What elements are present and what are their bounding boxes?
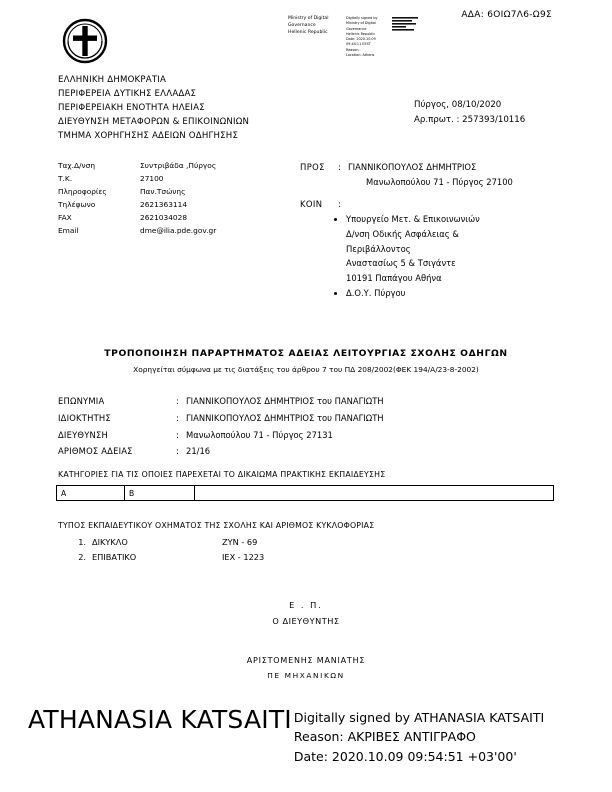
contact-value: Παν.Τσώνης [140,186,186,196]
field-colon: : [176,429,179,440]
ministry-name-el: Ministry of Digital Governance Hellenic Republic [288,16,329,35]
contact-label: Τηλέφωνο [58,199,96,209]
koin-line: Περιβάλλοντος [346,243,411,254]
koin-line: 10191 Παπάγου Αθήνα [346,272,442,283]
signature-header [0,598,612,629]
vehicle-index: 2. [78,552,86,563]
contact-label: Email [58,225,79,235]
signature-role: Ο ΔΙΕΥΘΥΝΤΗΣ [272,615,340,626]
authority-line-4: ΤΜΗΜΑ ΧΟΡΗΓΗΣΗΣ ΑΔΕΙΩΝ ΟΔΗΓΗΣΗΣ [58,130,239,141]
field-row [58,443,384,460]
digital-signature-name: ATHANASIA KATSAITI [28,705,292,734]
recipients-block [300,160,600,300]
koin-list [300,212,600,300]
greek-coat-of-arms-icon [62,18,108,64]
signatory-block [0,653,612,684]
contact-value: 27100 [140,173,164,183]
signature-ep: Ε . Π. [289,600,323,610]
contact-value: 2621363114 [140,199,188,209]
field-row [58,410,384,427]
vehicle-plate: ΙΕΧ - 1223 [222,552,265,563]
category-cell-b: Β [125,486,195,501]
category-cell-empty [195,486,554,501]
field-colon: : [176,446,179,457]
categories-table [56,485,554,501]
category-cell-a: Α [57,486,125,501]
vehicles-caption: ΤΥΠΟΣ ΕΚΠΑΙΔΕΥΤΙΚΟΥ ΟΧΗΜΑΤΟΣ ΤΗΣ ΣΧΟΛΗΣ ΚΑΙ ΑΡΙΘΜΟΣ ΚΥΚΛΟΦΟΡΙΑΣ [58,521,375,530]
authority-line-1: ΠΕΡΙΦΕΡΕΙΑ ΔΥΤΙΚΗΣ ΕΛΛΑΔΑΣ [58,88,197,99]
field-key: ΑΡΙΘΜΟΣ ΑΔΕΙΑΣ [58,446,133,457]
koin-line: Δ/νση Οδικής Ασφάλειας & [346,228,459,239]
list-item [70,535,264,550]
ministry-signature-details: Digitally signed by Ministry of Digital Governance Hellenic Republic Date: 2020.10.09 09:44:11 EEST Reason: Location: Athens [346,16,378,57]
field-value: 21/16 [186,446,211,457]
categories-caption: ΚΑΤΗΓΟΡΙΕΣ ΓΙΑ ΤΙΣ ΟΠΟΙΕΣ ΠΑΡΕΧΕΤΑΙ ΤΟ ΔΙΚΑΙΩΜΑ ΠΡΑΚΤΙΚΗΣ ΕΚΠΑΙΔΕΥΣΗΣ [58,470,386,479]
field-colon: : [176,412,179,423]
signatory-rank: ΠΕ ΜΗΧΑΝΙΚΩΝ [267,671,345,680]
pros-address: Μανωλοπούλου 71 - Πύργος 27100 [366,176,513,187]
digital-signature-reason: Reason: ΑΚΡΙΒΕΣ ΑΝΤΙΓΡΑΦΟ [293,729,476,745]
list-item [346,212,600,286]
field-value: ΓΙΑΝΝΙΚΟΠΟΥΛΟΣ ΔΗΜΗΤΡΙΟΣ του ΠΑΝΑΓΙΩΤΗ [186,396,384,406]
page-title: ΤΡΟΠΟΠΟΙΗΣΗ ΠΑΡΑΡΤΗΜΑΤΟΣ ΑΔΕΙΑΣ ΛΕΙΤΟΥΡΓΙΑΣ ΣΧΟΛΗΣ ΟΔΗΓΩΝ [104,348,508,359]
digital-signature-line-1: Digitally signed by ATHANASIA KATSAITI [293,710,545,725]
field-key: ΕΠΩΝΥΜΙΑ [58,396,105,406]
digital-signature-date: Date: 2020.10.09 09:54:51 +03'00' [293,748,517,764]
field-value: ΓΙΑΝΝΙΚΟΠΟΥΛΟΣ ΔΗΜΗΤΡΙΟΣ του ΠΑΝΑΓΙΩΤΗ [186,412,384,423]
list-item [346,286,600,301]
contact-value: Συντριβάδα ,Πύργος [140,161,217,170]
vehicle-index: 1. [78,537,86,547]
field-colon: : [176,396,179,406]
koin-colon: : [338,199,341,210]
authority-line-0: ΕΛΛΗΝΙΚΗ ΔΗΜΟΚΡΑΤΙΑ [58,75,167,85]
license-fields [58,393,384,460]
authority-line-3: ΔΙΕΥΘΥΝΣΗ ΜΕΤΑΦΟΡΩΝ & ΕΠΙΚΟΙΝΩΝΙΩΝ [58,116,250,127]
field-row [58,427,384,444]
digital-signature-stamp [28,706,612,766]
vehicle-plate: ΖΥΝ - 69 [222,537,258,547]
list-item [70,550,264,565]
protocol-number: Αρ.πρωτ. : 257393/10116 [414,114,526,125]
contact-label: FAX [58,212,72,222]
pros-colon: : [338,162,341,172]
contact-row [58,225,270,238]
contact-email[interactable]: dme@ilia.pde.gov.gr [140,225,217,235]
contact-row [58,160,270,173]
field-value: Μανωλοπούλου 71 - Πύργος 27131 [186,429,333,440]
ada-code: ΑΔΑ: 6ΟΙΩ7Λ6-Ω9Σ [461,10,552,20]
authority-line-2: ΠΕΡΙΦΕΡΕΙΑΚΗ ΕΝΟΤΗΤΑ ΗΛΕΙΑΣ [58,102,205,113]
contact-label: Ταχ.Δ/νση [58,161,96,170]
contact-value: 2621034028 [140,212,188,222]
vehicle-type: ΕΠΙΒΑΤΙΚΟ [92,552,137,563]
ministry-digital-stamp [288,16,428,58]
field-key: ΔΙΕΥΘΥΝΣΗ [58,429,108,440]
koin-line: Αναστασίως 5 & Τσιγάντε [346,258,456,269]
contact-label: Τ.Κ. [58,173,73,183]
koin-label: ΚΟΙΝ [300,199,323,210]
field-row [58,393,384,410]
koin-line: • Υπουργείο Μετ. & Επικοινωνιών [346,214,480,225]
contact-row [58,186,270,199]
table-row [57,486,554,501]
issuing-authority [58,74,249,144]
contact-details [58,160,270,238]
place-date: Πύργος, 08/10/2020 [414,100,502,110]
vehicle-type: ΔΙΚΥΚΛΟ [92,537,128,547]
recipient-primary [300,160,600,189]
recipient-cc [300,197,600,212]
contact-label: Πληροφορίες [58,186,107,196]
contact-row [58,173,270,186]
contact-row [58,199,270,212]
contact-row [58,212,270,225]
pros-name: ΓΙΑΝΝΙΚΟΠΟΥΛΟΣ ΔΗΜΗΤΡΙΟΣ [348,162,477,172]
pros-label: ΠΡΟΣ [300,162,325,172]
signatory-name: ΑΡΙΣΤΟΜΕΝΗΣ ΜΑΝΙΑΤΗΣ [246,656,366,665]
page-subtitle: Χορηγείται σύμφωνα με τις διατάξεις του άρθρου 7 του ΠΔ 208/2002(ΦΕΚ 194/Α/23-8-2002) [133,365,479,374]
koin-line: • Δ.Ο.Υ. Πύργου [346,287,406,298]
vehicles-list [70,535,264,565]
field-key: ΙΔΙΟΚΤΗΤΗΣ [58,412,111,423]
ministry-logo-icon [392,16,422,58]
place-date-block [414,98,525,127]
